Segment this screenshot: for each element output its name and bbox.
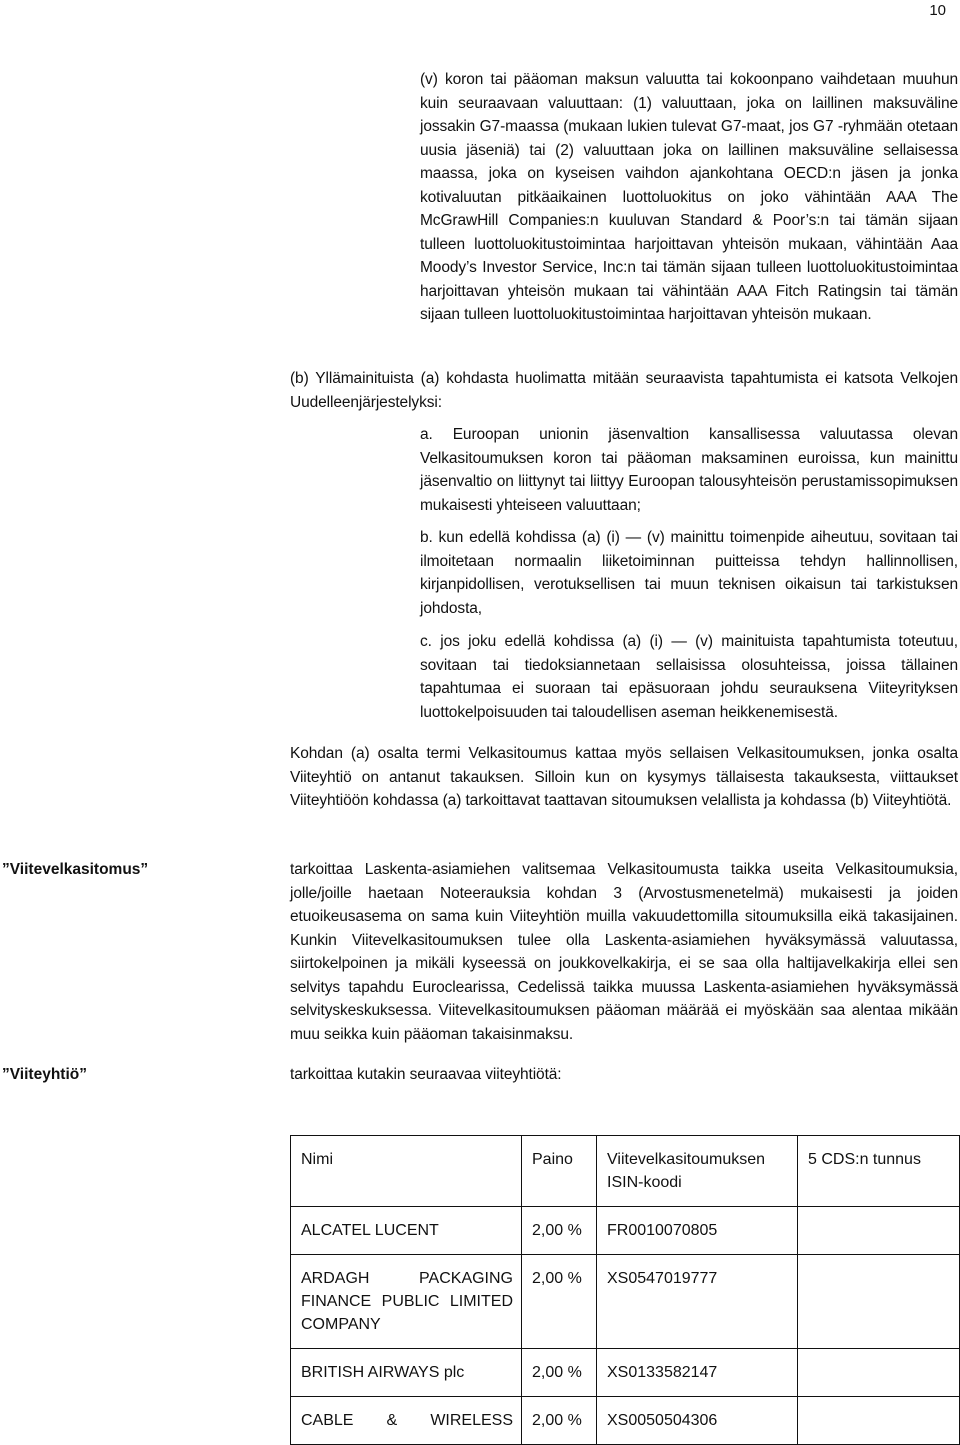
definition-viitevelkasitoumus: tarkoittaa Laskenta-asiamiehen valitsemaa Velkasitoumusta taikka useita Velkasitoumuksia, jolle/joille haetaan Noteerauksia kohdan 3 (Arvostusmenetelmä) mukaisesti ja joiden etuoikeusasema on sama kuin Viiteyhtiön muilla vakuudettomilla sitoumuksilla eikä takasijainen. Kunkin Viitevelkasitoumuksen tulee olla Laskenta-asiamiehen hyväksymässä valuutassa, siirtokelpoinen ja mikäli kyseessä on joukkovelkakirja, ei se saa olla haltijavelkakirja ellei sen selvitys tapahdu Euroclearissa, Cedelissä taikka muussa Laskenta-asiamiehen hyväksymässä selvityskeskuksessa. Viitevelkasitoumuksen pääoman määrää ei myöskään saa alentaa mikään muu seikka kuin pääoman takaisinmaksu. [290, 861, 958, 1043]
paragraph-b: (b) Yllämainituista (a) kohdasta huolimatta mitään seuraavista tapahtumista ei katsota Velkojen Uudelleenjärjestelyksi: [290, 370, 958, 411]
definition-viiteyhtio: tarkoittaa kutakin seuraavaa viiteyhtiötä: [290, 1066, 562, 1083]
row-name: ARDAGH PACKAGING FINANCE PUBLIC LIMITED COMPANY [301, 1270, 513, 1333]
row-weight: 2,00 % [532, 1222, 582, 1239]
row-name: ALCATEL LUCENT [301, 1222, 439, 1239]
table-header-row [291, 1136, 960, 1207]
row-cds [798, 1255, 959, 1279]
row-name: CABLE & WIRELESS [301, 1412, 513, 1429]
row-isin: XS0547019777 [607, 1270, 718, 1287]
term-viiteyhtio: ”Viiteyhtiö” [2, 1066, 87, 1083]
row-weight: 2,00 % [532, 1412, 582, 1429]
table-row [291, 1349, 960, 1397]
term-viitevelkasitoumus: ”Viitevelkasitomus” [2, 861, 149, 878]
header-name: Nimi [301, 1151, 333, 1168]
row-isin: FR0010070805 [607, 1222, 718, 1239]
header-weight: Paino [532, 1151, 573, 1168]
row-cds [798, 1397, 959, 1421]
row-isin: XS0133582147 [607, 1364, 718, 1381]
row-isin: XS0050504306 [607, 1412, 718, 1429]
row-weight: 2,00 % [532, 1270, 582, 1287]
paragraph-v: (v) koron tai pääoman maksun valuutta tai kokoonpano vaihdetaan muuhun kuin seuraavaan valuuttaan: (1) valuuttaan, joka on laillinen maksuväline jossakin G7-maassa (mukaan lukien tulevat G7-maat, jos G7 -ryhmään otetaan uusia jäseniä) tai (2) valuuttaan joka on laillinen maksuväline sellaisessa maassa, joka on kyseisen vaihdon ajankohtana OECD:n jäsen ja jonka kotivaluutan pitkäaikainen luottoluokitus on joko vähintään AAA The McGrawHill Companies:n kuuluvan Standard & Poor’s:n tai tämän sijaan tulleen luottoluokitustoimintaa harjoittavan yhteisön mukaan, vähintään Aaa Moody’s Investor Service, Inc:n tai tämän sijaan tulleen luottoluokitustoimintaa harjoittavan yhteisön mukaan tai vähintään AAA Fitch Ratingsin tai tämän sijaan tulleen luottoluokitustoimintaa harjoittavan yhteisön mukaan. [420, 71, 958, 323]
paragraph-kohdan: Kohdan (a) osalta termi Velkasitoumus kattaa myös sellaisen Velkasitoumuksen, jonka osalta Viiteyhtiö on antanut takauksen. Silloin kun on kysymys tällaisesta takauksesta, viittaukset Viiteyhtiöön kohdassa (a) tarkoittavat taattavan sitoumuksen velallista ja kohdassa (b) Viiteyhtiötä. [290, 745, 958, 809]
item-a: a. Euroopan unionin jäsenvaltion kansallisessa valuutassa olevan Velkasitoumuksen koron tai pääoman maksaminen euroissa, kun mainittu jäsenvaltio on liittynyt tai liittyy Euroopan talousyhteisön perustamissopimuksen mukaisesti yhteiseen valuuttaan; [420, 426, 958, 514]
header-cds: 5 CDS:n tunnus [808, 1151, 921, 1168]
item-b: b. kun edellä kohdissa (a) (i) — (v) mainittu toimenpide aiheutuu, sovitaan tai ilmoitetaan normaalin liiketoiminnan puitteissa tehdyn hallinnollisen, kirjanpidollisen, verotuksellisen tai muun teknisen oikaisun tai tarkistuksen johdosta, [420, 529, 958, 617]
row-cds [798, 1349, 959, 1373]
header-isin: Viitevelkasitoumuksen ISIN-koodi [607, 1151, 766, 1191]
page-number: 10 [929, 2, 946, 19]
table-row [291, 1397, 960, 1445]
reference-entity-table [290, 1135, 960, 1445]
table-row [291, 1207, 960, 1255]
table-row [291, 1255, 960, 1349]
row-weight: 2,00 % [532, 1364, 582, 1381]
item-c: c. jos joku edellä kohdissa (a) (i) — (v) mainituista tapahtumista toteutuu, sovitaan tai tiedoksiannetaan sellaisissa olosuhteissa, joissa tällainen tapahtumaa ei suoraan tai epäsuoraan johdu seurauksena Viiteyrityksen luottokelpoisuuden tai taloudellisen aseman heikkenemisestä. [420, 633, 958, 721]
row-cds [798, 1207, 959, 1231]
row-name: BRITISH AIRWAYS plc [301, 1364, 465, 1381]
